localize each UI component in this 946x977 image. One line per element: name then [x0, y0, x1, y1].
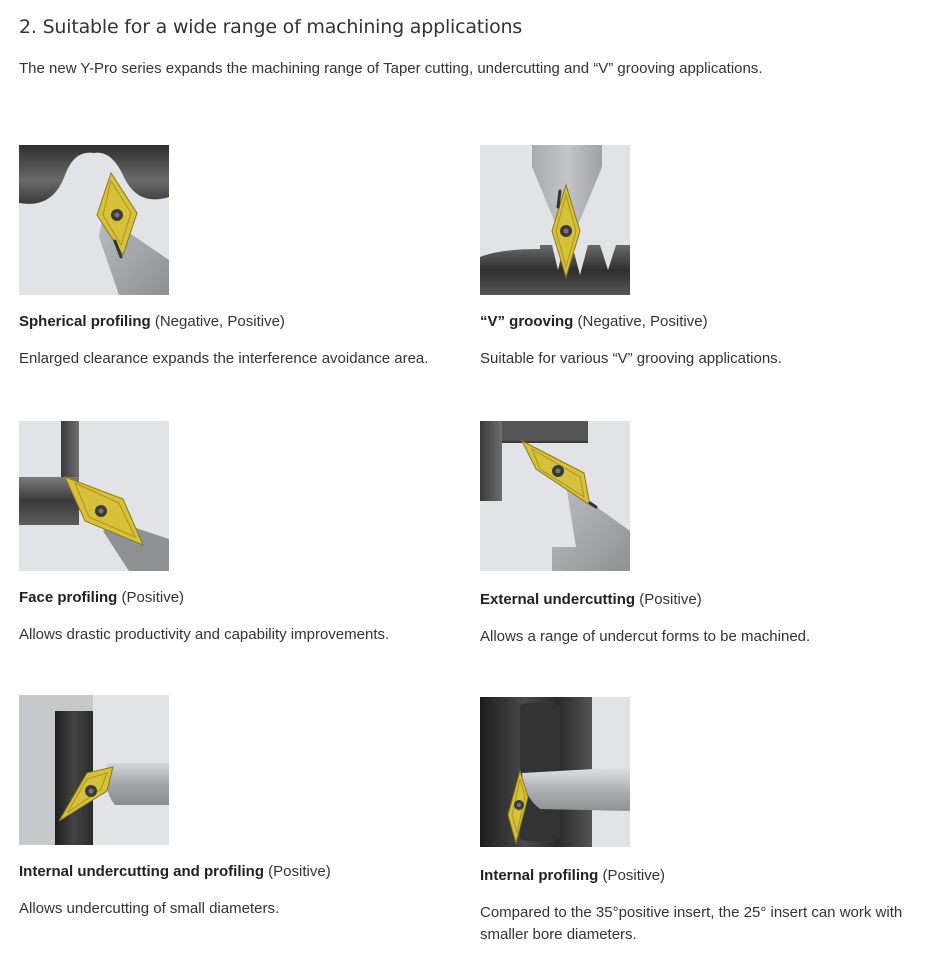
application-card-internal-profiling [480, 697, 920, 946]
application-description: Compared to the 35°positive insert, the 25° insert can work with smaller bore diameters. [480, 904, 903, 943]
application-title: External undercutting [480, 591, 636, 608]
section-intro: The new Y-Pro series expands the machining range of Taper cutting, undercutting and “V” grooving applications. [19, 60, 763, 77]
application-qualifier: (Positive) [602, 867, 666, 884]
spherical-profiling-illustration [19, 145, 169, 295]
application-description: Allows undercutting of small diameters. [19, 900, 280, 917]
application-description: Suitable for various “V” grooving applications. [480, 350, 782, 367]
v-grooving-illustration [480, 145, 630, 295]
internal-profiling-illustration [480, 697, 630, 847]
application-card-v-grooving [480, 145, 920, 370]
application-title: Internal profiling [480, 867, 599, 884]
application-caption [19, 313, 459, 331]
application-card-external-undercutting [480, 421, 920, 648]
application-card-face-profiling [19, 421, 459, 646]
application-caption [480, 867, 920, 885]
application-caption [19, 863, 459, 881]
application-caption [19, 589, 459, 607]
application-caption [480, 313, 920, 331]
application-caption [480, 591, 920, 609]
application-description: Allows drastic productivity and capability improvements. [19, 626, 390, 643]
application-description: Allows a range of undercut forms to be machined. [480, 628, 811, 645]
application-title: Face profiling [19, 589, 118, 606]
application-qualifier: (Positive) [268, 863, 331, 880]
application-card-internal-undercutting-profiling [19, 695, 459, 920]
application-title: Internal undercutting and profiling [19, 863, 264, 880]
application-qualifier: (Positive) [639, 591, 702, 608]
internal-undercutting-illustration [19, 695, 169, 845]
application-title: “V” grooving [480, 313, 574, 330]
application-qualifier: (Negative, Positive) [154, 313, 285, 330]
application-description: Enlarged clearance expands the interference avoidance area. [19, 350, 429, 367]
application-title: Spherical profiling [19, 313, 151, 330]
section-title: 2. Suitable for a wide range of machining applications [19, 16, 523, 38]
application-card-spherical-profiling [19, 145, 459, 370]
face-profiling-illustration [19, 421, 169, 571]
external-undercutting-illustration [480, 421, 630, 571]
application-qualifier: (Positive) [121, 589, 185, 606]
application-qualifier: (Negative, Positive) [577, 313, 708, 330]
